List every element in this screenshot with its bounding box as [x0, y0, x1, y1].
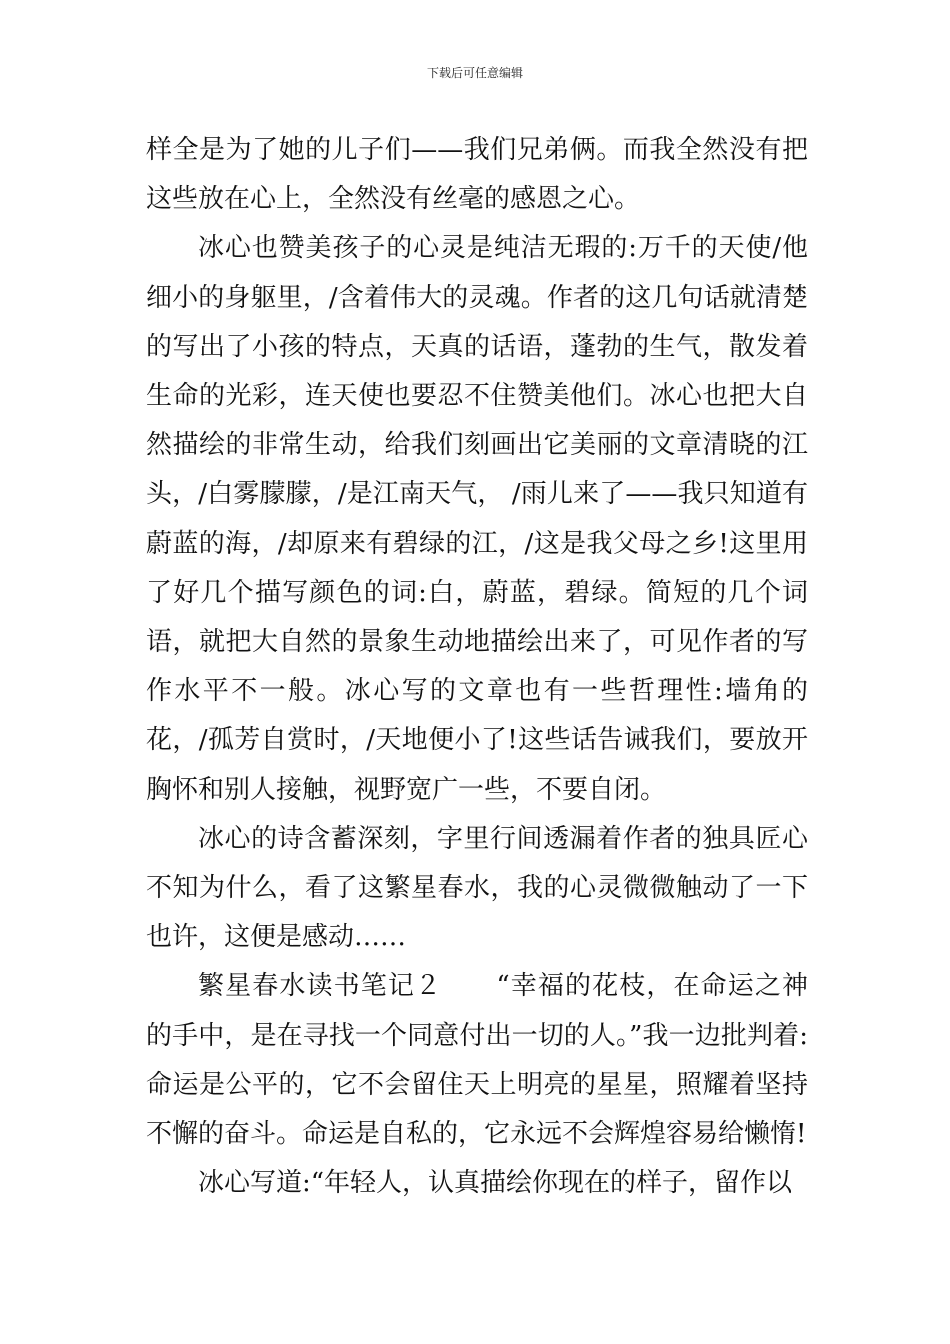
document-body: [146, 126, 808, 1208]
paragraph-3: 冰心的诗含蓄深刻，字里行间透漏着作者的独具匠心不知为什么，看了这繁星春水，我的心灵微微触动了一下也许，这便是感动……: [146, 823, 808, 953]
paragraph-4: 繁星春水读书笔记２ “幸福的花枝，在命运之神的手中，是在寻找一个同意付出一切的人。”我一边批判着:命运是公平的，它不会留住天上明亮的星星，照耀着坚持不懈的奋斗。命运是自私的，它永远不会辉煌容易给懒惰!: [146, 971, 808, 1150]
paragraph-1: 样全是为了她的儿子们——我们兄弟俩。而我全然没有把这些放在心上，全然没有丝毫的感恩之心。: [146, 135, 808, 215]
page-header: 下载后可任意编辑: [426, 66, 523, 80]
paragraph-2: 冰心也赞美孩子的心灵是纯洁无瑕的:万千的天使/他细小的身躯里，/含着伟大的灵魂。作者的这几句话就清楚的写出了小孩的特点，天真的话语，蓬勃的生气，散发着生命的光彩，连天使也要忍不住赞美他们。冰心也把大自然描绘的非常生动，给我们刻画出它美丽的文章清晓的江头，/白雾朦朦，/是江南天气， /雨儿来了——我只知道有蔚蓝的海，/却原来有碧绿的江，/这是我父母之乡!这里用了好几个描写颜色的词:白，蔚蓝，碧绿。简短的几个词语，就把大自然的景象生动地描绘出来了，可见作者的写作水平不一般。冰心写的文章也有一些哲理性:墙角的花，/孤芳自赏时，/天地便小了!这些话告诫我们，要放开胸怀和别人接触，视野宽广一些，不要自闭。: [146, 233, 808, 805]
paragraph-5: 冰心写道:“年轻人，认真描绘你现在的样子，留作以: [198, 1168, 793, 1199]
